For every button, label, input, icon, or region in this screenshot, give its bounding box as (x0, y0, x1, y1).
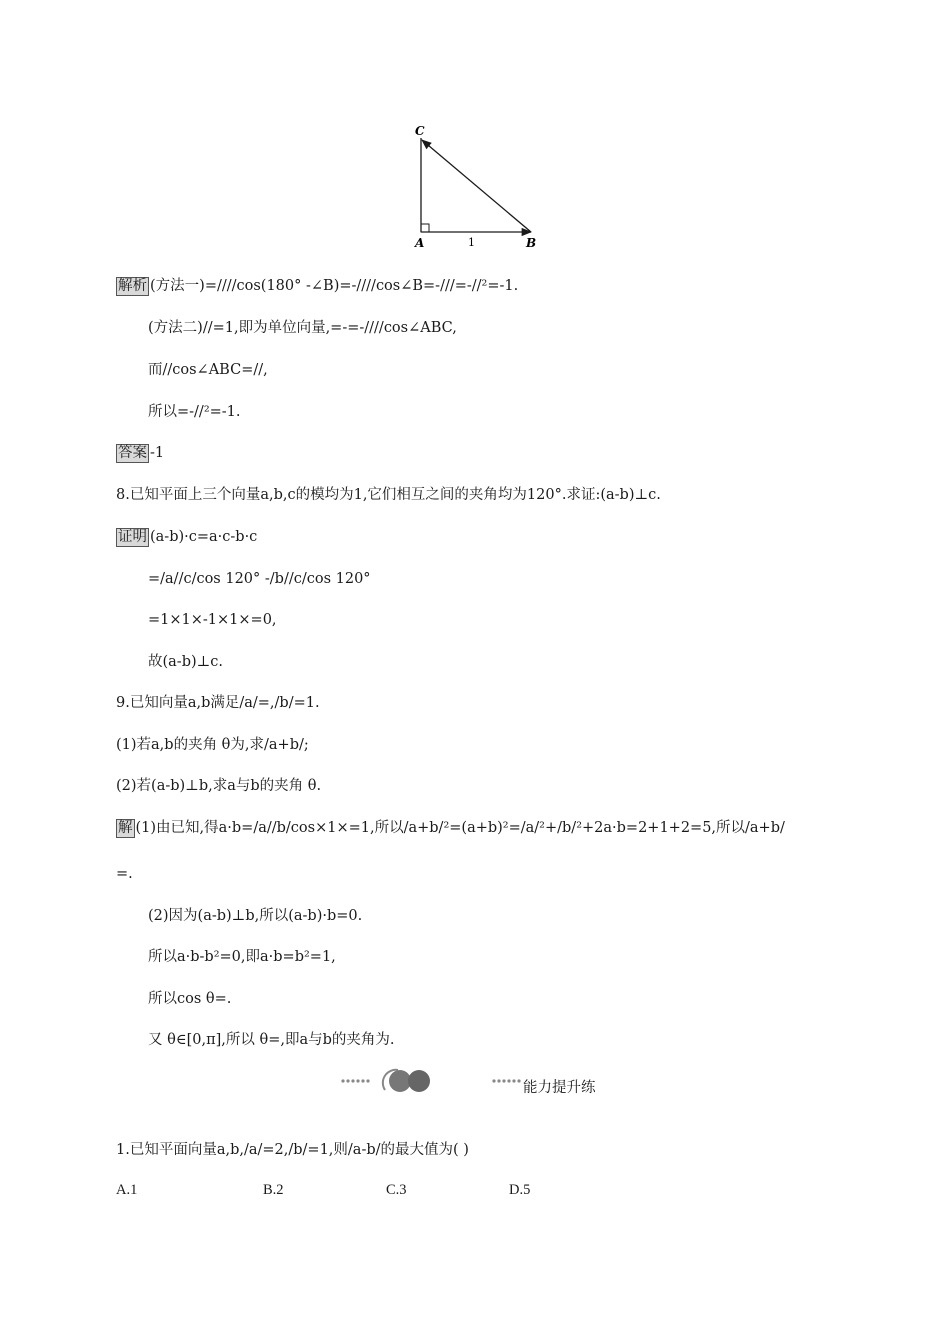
option-a: A.1 (116, 1182, 138, 1198)
option-d: D.5 (509, 1182, 531, 1198)
p9-solution-text-1: (1)由已知,得a·b=/a//b/cos×1×=1,所以/a+b/²=(a+b)²=/a/²+/b/²+2a·b=2+1+2=5,所以/a+b/ (135, 820, 785, 836)
label-side-1: 1 (468, 236, 475, 249)
p9-question-2: (2)若(a-b)⊥b,求a与b的夹角 θ. (116, 778, 322, 794)
p8-proof-line-3: =1×1×-1×1×=0, (148, 612, 277, 628)
p9-question-1: (1)若a,b的夹角 θ为,求/a+b/; (116, 737, 309, 753)
q1-stem: 1.已知平面向量a,b,/a/=2,/b/=1,则/a-b/的最大值为( ) (116, 1142, 469, 1158)
jiexi-tag: 解析 (118, 278, 147, 294)
answer-tag: 答案 (118, 445, 147, 461)
label-b: B (526, 236, 537, 250)
p7-answer (116, 443, 164, 463)
p9-solution-line-4: 所以cos θ=. (148, 991, 232, 1007)
p9-solution-line-1-cont: =. (116, 866, 133, 882)
answer-value: -1 (150, 445, 165, 461)
p9-solution-line-1 (116, 818, 785, 838)
right-triangle-figure (405, 118, 555, 253)
section-title: 能力提升练 (523, 1080, 596, 1096)
p9-solution-line-2: (2)因为(a-b)⊥b,所以(a-b)·b=0. (148, 908, 363, 924)
p8-proof-line-1 (116, 527, 257, 547)
proof-tag: 证明 (118, 529, 147, 545)
p8-proof-text-1: (a-b)·c=a·c-b·c (150, 529, 258, 545)
p9-stem: 9.已知向量a,b满足/a/=,/b/=1. (116, 695, 320, 711)
p7-solution-line-3: 而//cos∠ABC=//, (148, 362, 268, 378)
p7-solution-line-2: (方法二)//=1,即为单位向量,=-=-////cos∠ABC, (148, 320, 457, 336)
jie-tag: 解 (118, 820, 133, 836)
p8-proof-line-2: =/a//c/cos 120° -/b//c/cos 120° (148, 571, 371, 587)
p9-solution-line-5: 又 θ∈[0,π],所以 θ=,即a与b的夹角为. (148, 1032, 395, 1048)
side-bc (422, 140, 531, 232)
p9-solution-line-3: 所以a·b-b²=0,即a·b=b²=1, (148, 949, 336, 965)
p8-stem: 8.已知平面上三个向量a,b,c的模均为1,它们相互之间的夹角均为120°.求证:(a-b)⊥c. (116, 487, 661, 503)
option-c: C.3 (386, 1182, 407, 1198)
right-angle-mark (421, 224, 429, 232)
p7-line1-text: (方法一)=////cos(180° -∠B)=-////cos∠B=-///=-//²=-1. (150, 278, 519, 294)
label-a: A (415, 236, 425, 250)
option-b: B.2 (263, 1182, 284, 1198)
label-c: C (415, 124, 425, 138)
p7-solution-line-4: 所以=-//²=-1. (148, 404, 241, 420)
p8-proof-line-4: 故(a-b)⊥c. (148, 654, 224, 670)
p7-solution-line-1 (116, 276, 518, 296)
